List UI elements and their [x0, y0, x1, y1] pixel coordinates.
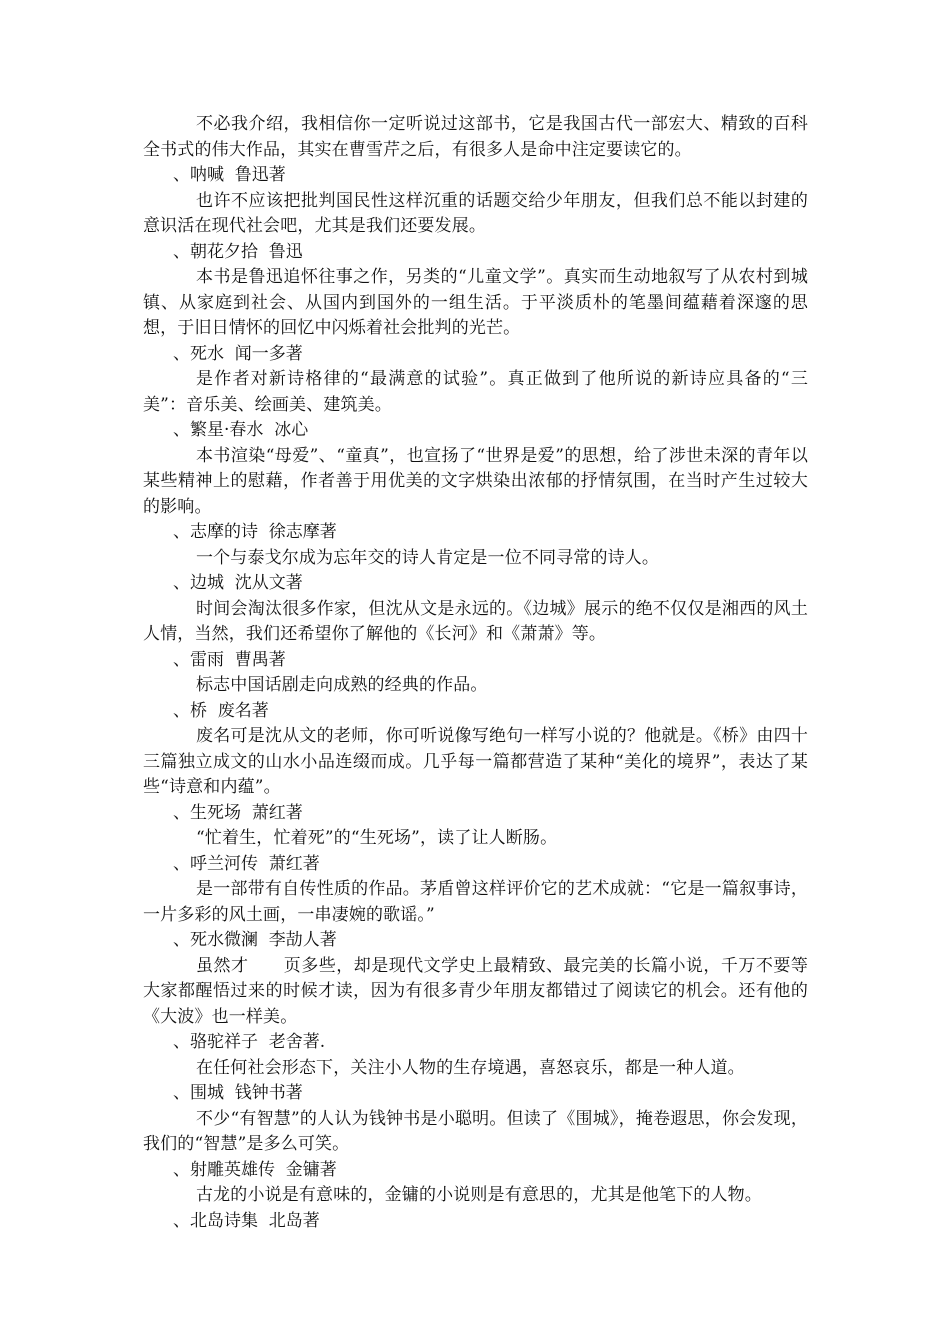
book-description: 时间会淘汰很多作家，但沈从文是永远的。《边城》展示的绝不仅仅是湘西的风土人情，当然，我们还希望你了解他的《长河》和《萧萧》等。 [143, 598, 808, 644]
book-description: 是一部带有自传性质的作品。茅盾曾这样评价它的艺术成就：“它是一篇叙事诗，一片多彩的风土画，一串凄婉的歌谣。” [143, 879, 808, 925]
book-heading: 、死水 闻一多著 [173, 343, 303, 364]
book-heading: 、骆驼祥子 老舍著. [173, 1032, 326, 1052]
book-entry [143, 852, 808, 929]
book-description: 一个与泰戈尔成为忘年交的诗人肯定是一位不同寻常的诗人。 [196, 547, 660, 568]
book-description: 标志中国话剧走向成熟的经典的作品。 [196, 675, 488, 695]
book-heading: 、朝花夕拾 鲁迅 [173, 241, 303, 262]
book-heading: 、繁星·春水 冰心 [173, 420, 309, 440]
book-entry [143, 1209, 808, 1235]
book-heading: 、呐喊 鲁迅著 [173, 165, 286, 185]
book-description: 废名可是沈从文的老师，你可听说像写绝句一样写小说的？他就是。《桥》由四十三篇独立成文的山水小品连缀而成。几乎每一篇都营造了某种“美化的境界”，表达了某些“诗意和内蕴”。 [143, 726, 808, 797]
book-heading: 、雷雨 曹禺著 [173, 649, 286, 670]
book-description: 是作者对新诗格律的“最满意的试验”。真正做到了他所说的新诗应具备的“三美”：音乐美、绘画美、建筑美。 [143, 369, 808, 415]
intro-paragraph: 不必我介绍，我相信你一定听说过这部书，它是我国古代一部宏大、精致的百科全书式的伟大作品，其实在曹雪芹之后，有很多人是命中注定要读它的。 [143, 114, 808, 160]
book-heading: 、生死场 萧红著 [173, 802, 303, 823]
book-entry [143, 571, 808, 648]
book-heading: 、北岛诗集 北岛著 [173, 1210, 320, 1231]
book-heading: 、边城 沈从文著 [173, 573, 303, 593]
book-heading: 、呼兰河传 萧红著 [173, 853, 320, 874]
book-description: “忙着生，忙着死”的“生死场”，读了让人断肠。 [196, 828, 558, 848]
book-entry [143, 240, 808, 342]
book-heading: 、死水微澜 李劼人著 [173, 930, 337, 950]
book-entry [143, 1158, 808, 1209]
book-entry [143, 801, 808, 852]
book-entry [143, 342, 808, 419]
book-description: 虽然才 页多些，却是现代文学史上最精致、最完美的长篇小说，千万不要等大家都醒悟过来的时候才读，因为有很多青少年朋友都错过了阅读它的机会。还有他的《大波》也一样美。 [143, 955, 808, 1027]
book-entry [143, 648, 808, 699]
book-entry [143, 163, 808, 240]
book-entry [143, 928, 808, 1030]
book-entry [143, 520, 808, 571]
document-page [143, 112, 808, 1234]
book-description: 本书是鲁迅追怀往事之作，另类的“儿童文学”。真实而生动地叙写了从农村到城镇、从家庭到社会、从国内到国外的一组生活。于平淡质朴的笔墨间蕴藉着深邃的思想，于旧日情怀的回忆中闪烁着社会批判的光芒。 [143, 267, 808, 338]
book-heading: 、桥 废名著 [173, 700, 269, 721]
book-entry [143, 1030, 808, 1081]
book-description: 在任何社会形态下，关注小人物的生存境遇，喜怒哀乐，都是一种人道。 [196, 1057, 745, 1078]
book-description: 也许不应该把批判国民性这样沉重的话题交给少年朋友，但我们总不能以封建的意识活在现代社会吧，尤其是我们还要发展。 [143, 190, 808, 236]
book-description: 古龙的小说是有意味的，金镛的小说则是有意思的，尤其是他笔下的人物。 [196, 1185, 762, 1205]
book-heading: 、射雕英雄传 金镛著 [173, 1159, 337, 1180]
book-entry [143, 699, 808, 801]
book-entry [143, 418, 808, 520]
book-heading: 、志摩的诗 徐志摩著 [173, 522, 337, 542]
book-entry [143, 1081, 808, 1158]
book-description: 不少“有智慧”的人认为钱钟书是小聪明。但读了《围城》，掩卷遐思，你会发现，我们的“智慧”是多么可笑。 [143, 1108, 808, 1154]
book-description: 本书渲染“母爱”、“童真”，也宣扬了“世界是爱”的思想，给了涉世未深的青年以某些精神上的慰藉，作者善于用优美的文字烘染出浓郁的抒情氛围，在当时产生过较大的影响。 [143, 445, 808, 517]
book-heading: 、围城 钱钟书著 [173, 1083, 303, 1103]
